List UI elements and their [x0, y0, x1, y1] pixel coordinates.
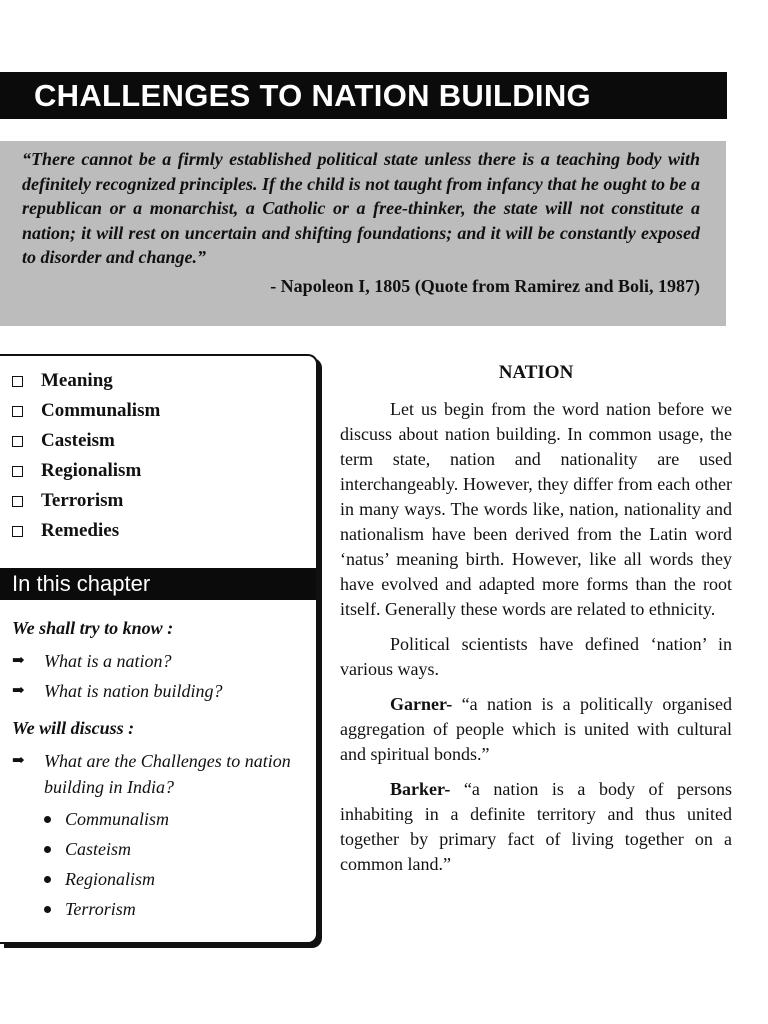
arrow-icon: ➡	[12, 753, 25, 769]
bullet-icon	[44, 906, 51, 913]
list-item: Casteism	[44, 834, 302, 864]
topic-item: Remedies	[12, 516, 316, 546]
chapter-goals	[12, 618, 302, 924]
quote-text: “There cannot be a firmly established political state unless there is a teaching body with definitely recognized principles. If the child is not taught from infancy that he ought to be a republican or a monarchist, a Catholic or a free-thinker, the state will not constitute a nation; it will rest on uncertain and shifting foundations; and it will be constantly exposed to disorder and change.”	[22, 149, 700, 267]
discuss-heading: We will discuss :	[12, 718, 135, 738]
topic-item: Casteism	[12, 426, 316, 456]
checkbox-icon	[12, 436, 23, 447]
goal-item: ➡ What is a nation?	[12, 648, 302, 674]
section-title: NATION	[498, 362, 574, 383]
checkbox-icon	[12, 376, 23, 387]
topic-item: Terrorism	[12, 486, 316, 516]
arrow-icon: ➡	[12, 683, 25, 699]
topic-list	[0, 356, 316, 546]
bullet-icon	[44, 846, 51, 853]
bullet-icon	[44, 816, 51, 823]
list-item: Regionalism	[44, 864, 302, 894]
topic-item: Communalism	[12, 396, 316, 426]
arrow-icon: ➡	[12, 653, 25, 669]
checkbox-icon	[12, 466, 23, 477]
checkbox-icon	[12, 406, 23, 417]
goal-item: ➡ What are the Challenges to nation building in India?	[12, 748, 302, 800]
main-text	[340, 360, 732, 887]
definition-garner: Garner- “a nation is a politically organised aggregation of people which is united with cultural and spiritual bonds.”	[340, 694, 732, 764]
list-item: Communalism	[44, 804, 302, 834]
list-item: Terrorism	[44, 894, 302, 924]
page-title: CHALLENGES TO NATION BUILDING	[0, 72, 727, 119]
paragraph: Political scientists have defined ‘nation’ in various ways.	[340, 634, 732, 679]
definition-barker: Barker- “a nation is a body of persons inhabiting in a definite territory and thus united together by primary fact of living together on a common land.”	[340, 779, 732, 874]
topic-item: Meaning	[12, 366, 316, 396]
quote-source: - Napoleon I, 1805 (Quote from Ramirez and Boli, 1987)	[270, 275, 700, 296]
chapter-heading: In this chapter	[0, 568, 316, 600]
bullet-icon	[44, 876, 51, 883]
goal-item: ➡ What is nation building?	[12, 678, 302, 704]
discuss-sublist	[44, 804, 302, 924]
quote-box	[0, 141, 726, 326]
topic-item: Regionalism	[12, 456, 316, 486]
checkbox-icon	[12, 526, 23, 537]
checkbox-icon	[12, 496, 23, 507]
try-heading: We shall try to know :	[12, 618, 174, 638]
paragraph: Let us begin from the word nation before we discuss about nation building. In common usage, the term state, nation and nationality are used interchangeably. However, they differ from each other in many ways. The words like, nation, nationality and nationalism have been derived from the Latin word ‘natus’ meaning birth. However, like all words they have evolved and adapted more forms than the root itself. Generally these words are related to ethnicity.	[340, 399, 732, 619]
chapter-sidebar	[0, 354, 318, 944]
